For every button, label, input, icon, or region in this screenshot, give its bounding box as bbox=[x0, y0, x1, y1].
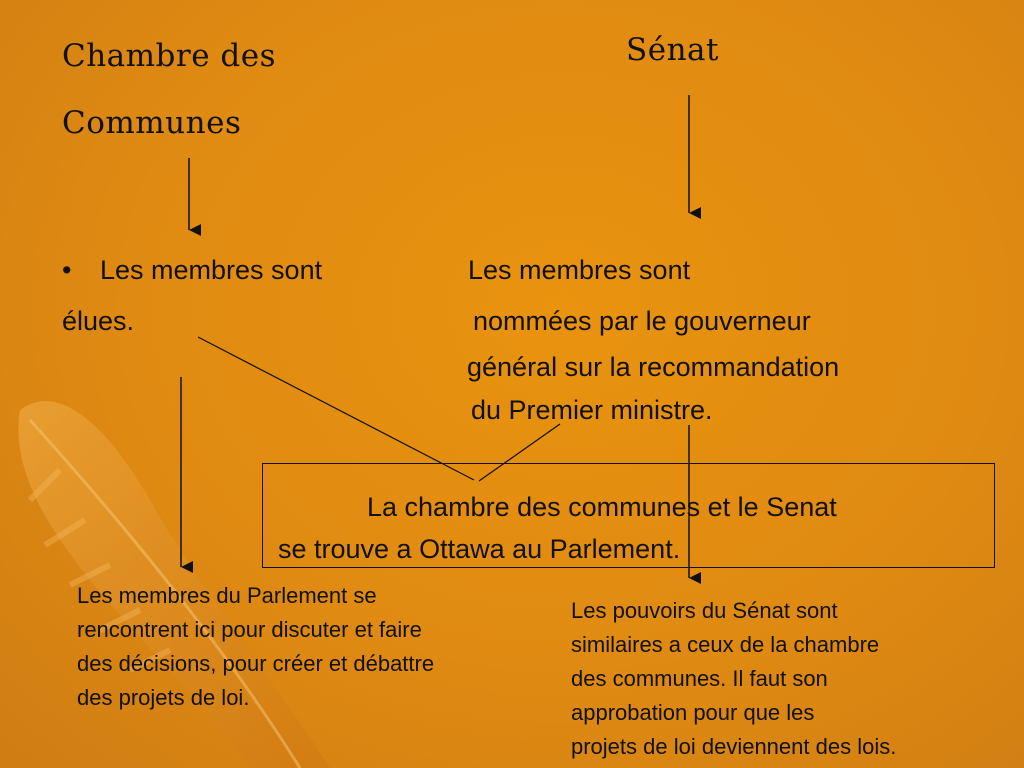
powers-note-line4: approbation pour que les bbox=[571, 700, 815, 725]
senat-title: Sénat bbox=[626, 32, 719, 68]
parliament-note-line4: des projets de loi. bbox=[77, 685, 250, 710]
box-line2: se trouve a Ottawa au Parlement. bbox=[278, 534, 681, 564]
senat-members-line4: du Premier ministre. bbox=[471, 395, 713, 425]
bullet: • bbox=[62, 255, 72, 285]
senat-members-line3: général sur la recommandation bbox=[467, 352, 840, 382]
parliament-note-line3: des décisions, pour créer et débattre bbox=[77, 651, 435, 676]
powers-note-line5: projets de loi deviennent des lois. bbox=[571, 734, 897, 759]
powers-note-line2: similaires a ceux de la chambre bbox=[571, 632, 880, 657]
senat-members-line2: nommées par le gouverneur bbox=[473, 306, 811, 336]
parliament-note-line1: Les membres du Parlement se bbox=[77, 583, 377, 608]
powers-note-line1: Les pouvoirs du Sénat sont bbox=[571, 598, 838, 623]
communes-members-line2: élues. bbox=[62, 306, 135, 336]
senat-members-line1: Les membres sont bbox=[468, 255, 691, 285]
communes-title-line1: Chambre des bbox=[62, 38, 277, 74]
powers-note-line3: des communes. Il faut son bbox=[571, 666, 828, 691]
communes-title-line2: Communes bbox=[62, 105, 242, 141]
box-line1: La chambre des communes et le Senat bbox=[367, 492, 837, 522]
parliament-note-line2: rencontrent ici pour discuter et faire bbox=[77, 617, 422, 642]
line-communes-to-box bbox=[198, 337, 474, 480]
communes-members-line1: Les membres sont bbox=[100, 255, 323, 285]
